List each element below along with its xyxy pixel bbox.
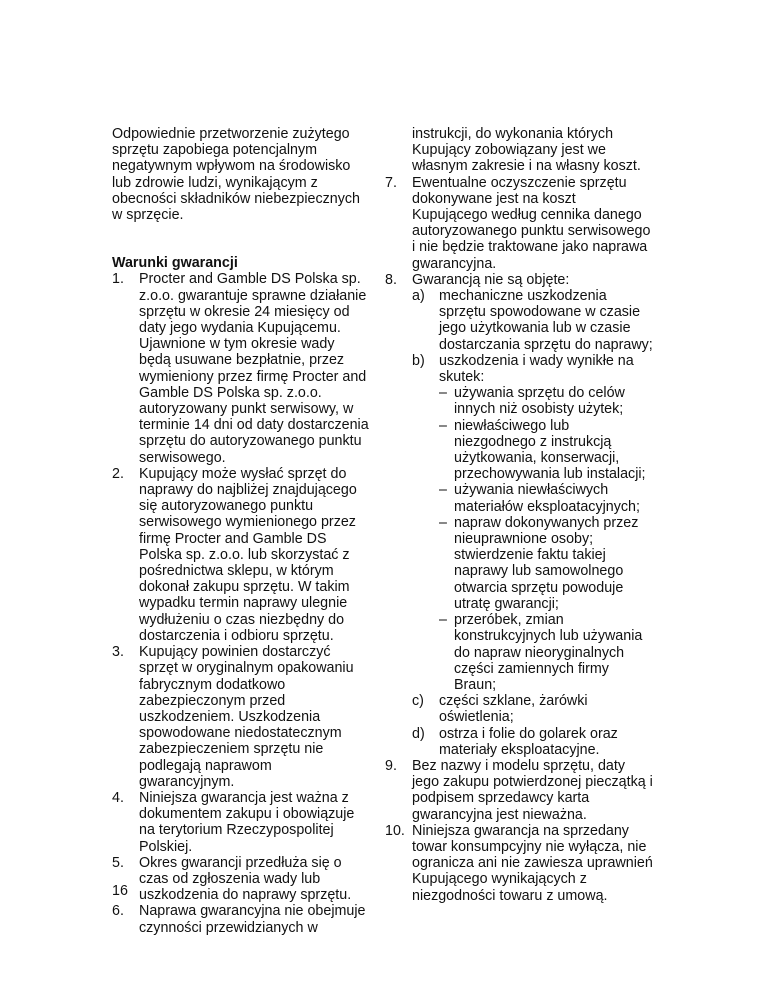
- sub-item-b: b) uszkodzenia i wady wynikłe na skutek: – używania sprzętu do celów innych niż osobisty użytek; – niewłaściwego lub niezgodnego z instrukcją użytkowania, konserwacji, przechowywania lub instalacji; – używania niewłaściwych materiałów eksploatacyjnych; – napraw dokonywanych przez nieuprawnione osoby; stwierdzenie faktu takiej naprawy lub samowolnego otwarcia sprzętu powoduje utratę gwarancji; – przeróbek, zmian konstrukcyjnych lub używania do napraw nieoryginalnych części zamiennych firmy Braun;: [412, 353, 653, 693]
- dash-item: – używania niewłaściwych materiałów eksploatacyjnych;: [439, 482, 640, 515]
- dash-item: – używania sprzętu do celów innych niż osobisty użytek;: [439, 385, 625, 418]
- warranty-heading: Warunki gwarancji: [112, 255, 238, 272]
- dash-item: – niewłaściwego lub niezgodnego z instrukcją użytkowania, konserwacji, przechowywania lub instalacji;: [439, 417, 646, 483]
- list-item-8: 8. Gwarancją nie są objęte: a) mechaniczne uszkodzenia sprzętu spowodowane w czasie jego użytkowania lub w czasie dostarczania sprzętu do naprawy; b) uszkodzenia i wady wynikłe na skutek: – używania sprzętu do celów innych niż osobisty użytek; – niewłaściwego lub niezgodnego z instrukcją użytkowania, konserwacji, przechowywania lub instalacji; – używania niewłaściwych materiałów eksploatacyjnych; – napraw dokonywanych przez nieuprawnione osoby; stwierdzenie faktu takiej naprawy lub samowolnego otwarcia sprzętu powoduje utratę gwarancji; – przeróbek, zmian konstrukcyjnych lub używania do napraw nieoryginalnych części zamiennych firmy Braun; c) części szklane, żarówki oświetlenia; d) ostrza i folie do golarek oraz materiały eksploatacyjne.: [385, 271, 653, 758]
- left-column: [112, 126, 370, 936]
- intro-paragraph: Odpowiednie przetworzenie zużytego sprzętu zapobiega potencjalnym negatywnym wpływom na środowisko lub zdrowie ludzi, wynikającym z obecności składników niebezpiecznych w sprzęcie.: [112, 126, 360, 224]
- sub-item-c: c) części szklane, żarówki oświetlenia;: [412, 693, 588, 726]
- list-item-2: 2. Kupujący może wysłać sprzęt do naprawy do najbliżej znajdującego się autoryzowanego punktu serwisowego wymienionego przez firmę Procter and Gamble DS Polska sp. z.o.o. lub skorzystać z pośrednictwa sklepu, w którym dokonał zakupu sprzętu. W takim wypadku termin naprawy ulegnie wydłużeniu o czas niezbędny do dostarczenia i odbioru sprzętu.: [112, 465, 357, 644]
- list-item-4: 4. Niniejsza gwarancja jest ważna z dokumentem zakupu i obowiązuje na terytorium Rzeczypospolitej Polskiej.: [112, 789, 355, 855]
- list-item-6: 6. Naprawa gwarancyjna nie obejmuje czynności przewidzianych w: [112, 903, 366, 936]
- list-item-7: 7. Ewentualne oczyszczenie sprzętu dokonywane jest na koszt Kupującego według cennika danego autoryzowanego punktu serwisowego i nie będzie traktowane jako naprawa gwarancyjna.: [385, 174, 651, 272]
- right-column: [385, 126, 653, 904]
- sub-item-a: a) mechaniczne uszkodzenia sprzętu spowodowane w czasie jego użytkowania lub w czasie dostarczania sprzętu do naprawy;: [412, 288, 653, 353]
- page-number: 16: [112, 883, 128, 899]
- list-item-9: 9. Bez nazwy i modelu sprzętu, daty jego zakupu potwierdzonej pieczątką i podpisem sprzedawcy karta gwarancyjna jest nieważna.: [385, 757, 653, 823]
- list-item-5: 5. Okres gwarancji przedłuża się o czas od zgłoszenia wady lub uszkodzenia do naprawy sprzętu.: [112, 854, 352, 904]
- sub-item-d: d) ostrza i folie do golarek oraz materiały eksploatacyjne.: [412, 725, 618, 758]
- list-item-3: 3. Kupujący powinien dostarczyć sprzęt w oryginalnym opakowaniu fabrycznym dodatkowo zabezpieczonym przed uszkodzeniem. Uszkodzenia spowodowane niedostatecznym zabezpieczeniem sprzętu nie podlegają naprawom gwarancyjnym.: [112, 644, 354, 790]
- dash-item: – napraw dokonywanych przez nieuprawnione osoby; stwierdzenie faktu takiej naprawy lub samowolnego otwarcia sprzętu powoduje utratę gwarancji;: [439, 514, 639, 612]
- list-item-1: 1. Procter and Gamble DS Polska sp. z.o.o. gwarantuje sprawne działanie sprzętu w okresie 24 miesięcy od daty jego wydania Kupującemu. Ujawnione w tym okresie wady będą usuwane bezpłatnie, przez wymieniony przez firmę Procter and Gamble DS Polska sp. z.o.o. autoryzowany punkt serwisowy, w terminie 14 dni od daty dostarczenia sprzętu do autoryzowanego punktu serwisowego.: [112, 271, 369, 466]
- list-item-10: 10. Niniejsza gwarancja na sprzedany towar konsumpcyjny nie wyłącza, nie ogranicza ani nie zawiesza uprawnień Kupującego wynikających z niezgodności towaru z umową.: [385, 822, 653, 904]
- list-item-6-continued: instrukcji, do wykonania których Kupujący zobowiązany jest we własnym zakresie i na własny koszt.: [412, 126, 641, 175]
- dash-item: – przeróbek, zmian konstrukcyjnych lub używania do napraw nieoryginalnych części zamiennych firmy Braun;: [439, 612, 643, 693]
